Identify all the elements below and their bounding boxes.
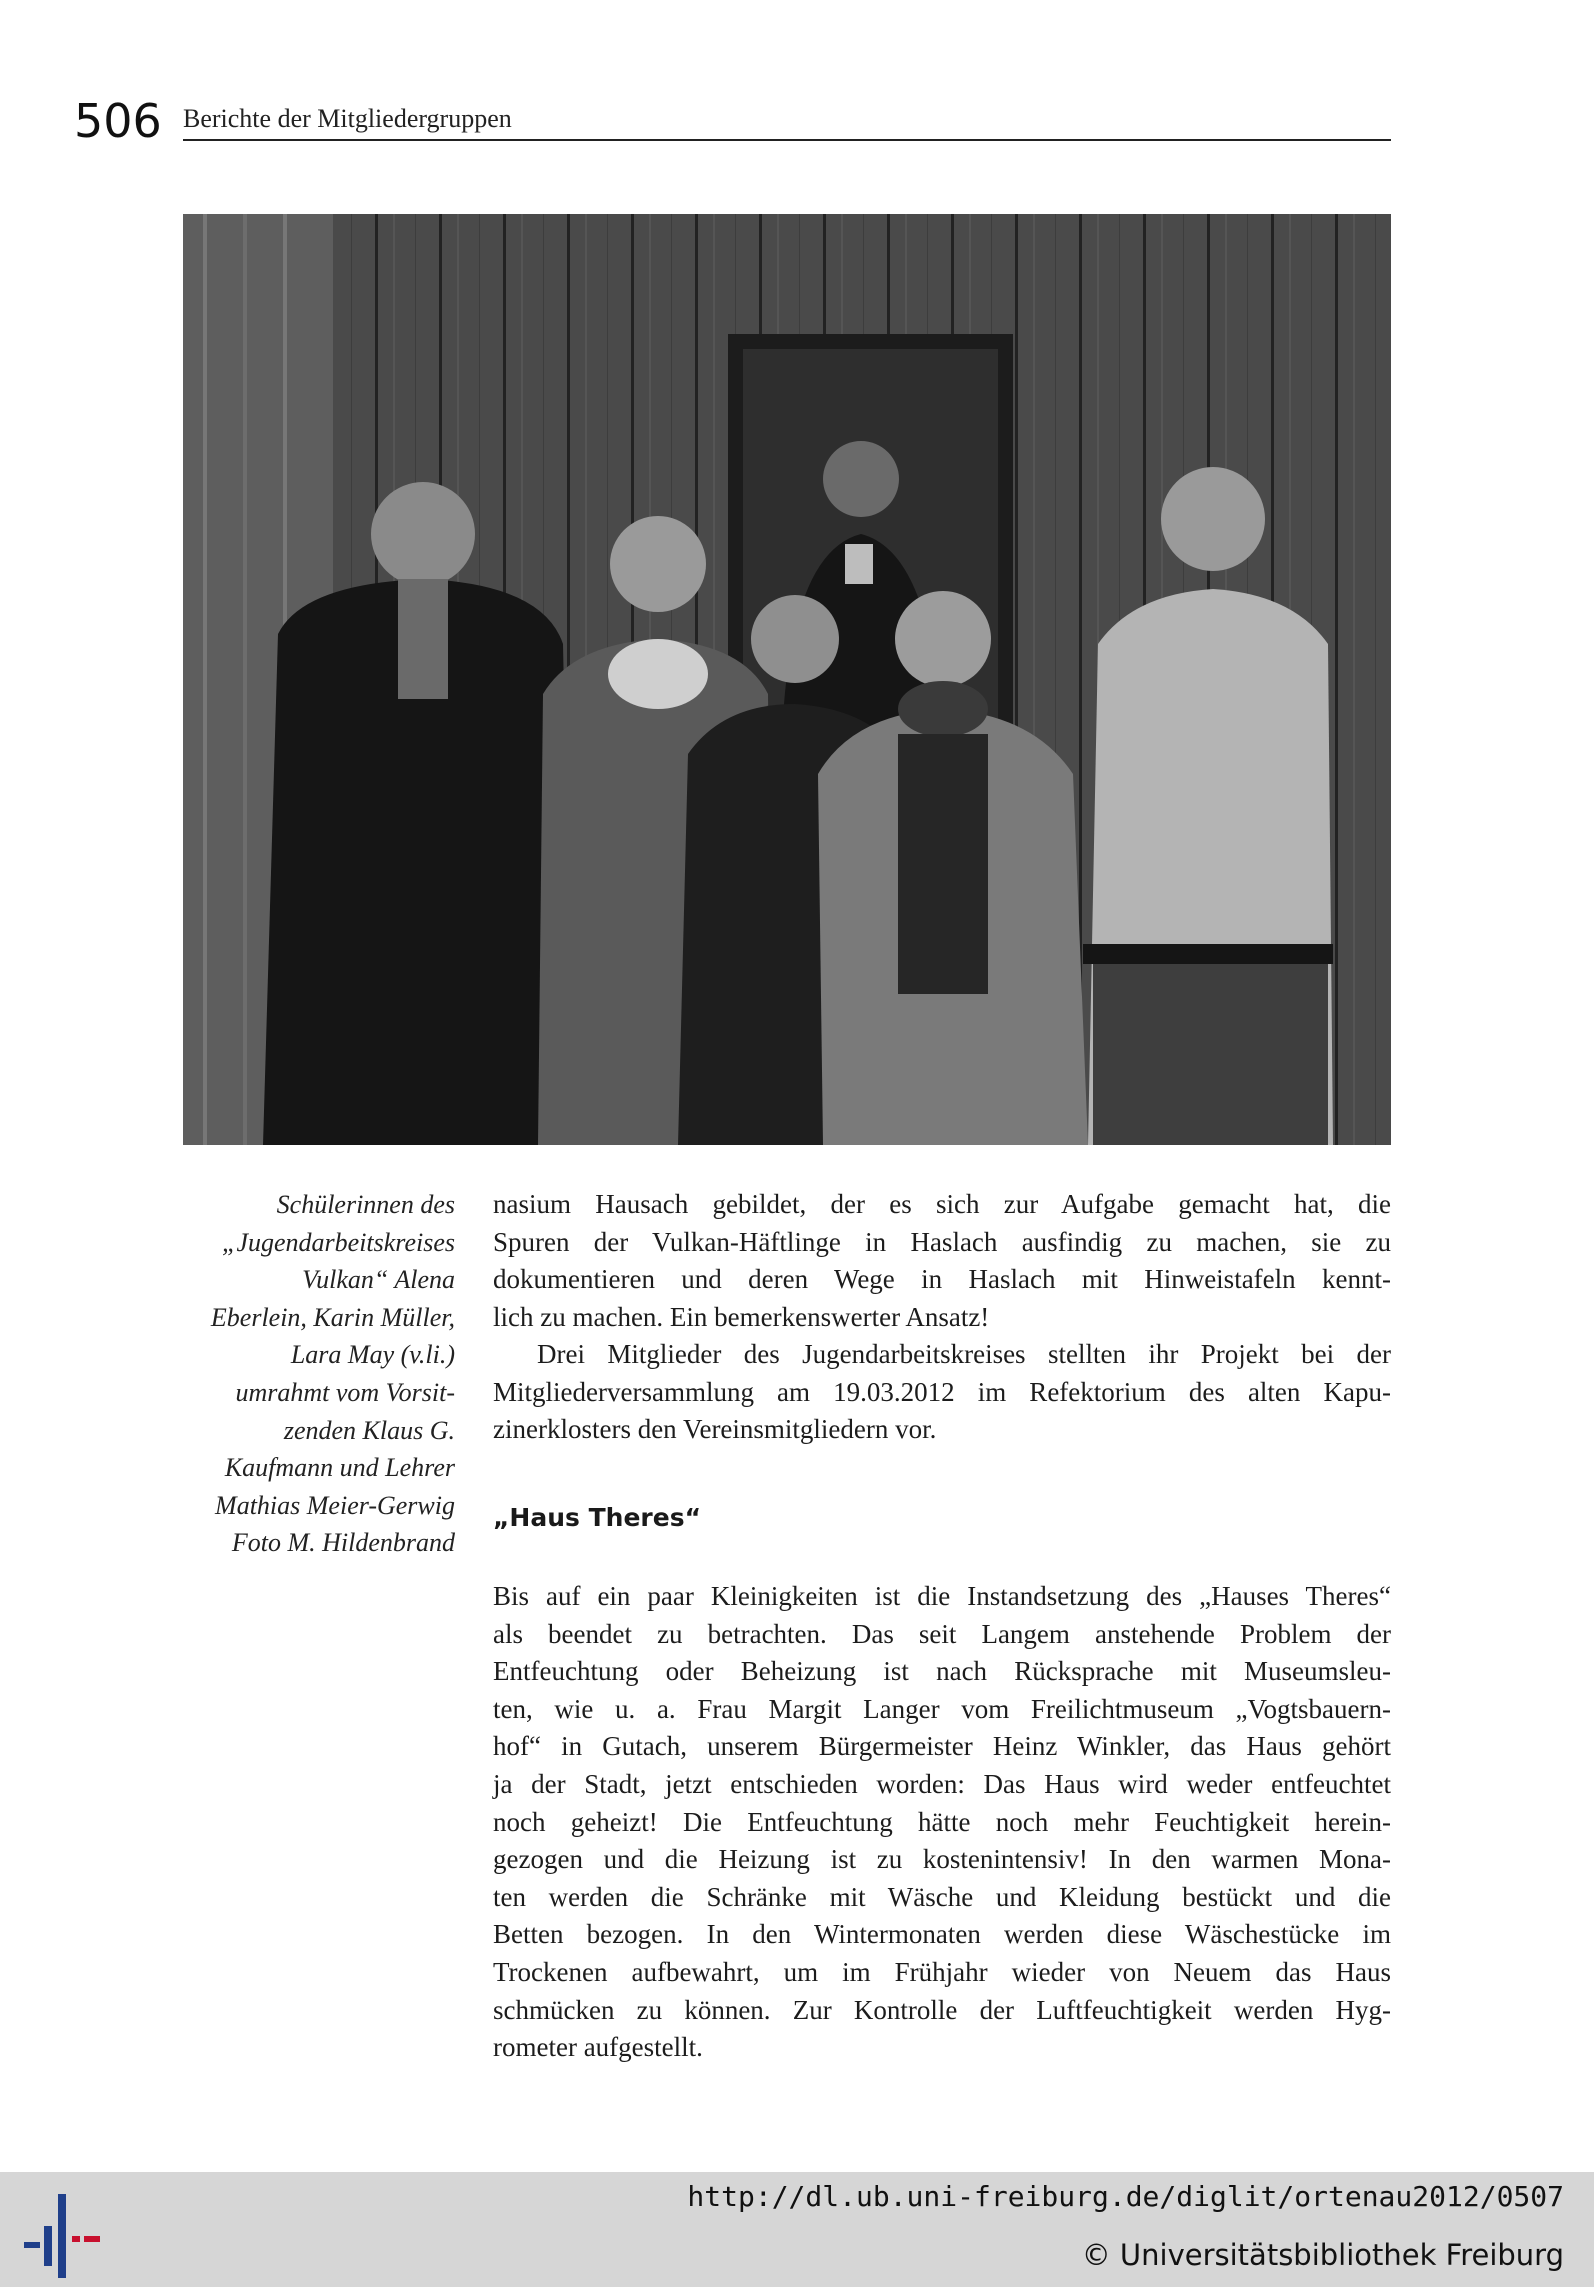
caption-line: Mathias Meier-Gerwig bbox=[215, 1490, 455, 1520]
text-line: nasium Hausach gebildet, der es sich zur Aufgabe gemacht hat, die bbox=[493, 1189, 1391, 1219]
library-logo-icon bbox=[22, 2190, 102, 2282]
caption-line: umrahmt vom Vorsit- bbox=[235, 1377, 455, 1407]
text-line: ten, wie u. a. Frau Margit Langer vom Freilichtmuseum „Vogtsbauern- bbox=[493, 1693, 1391, 1724]
text-line: zinerklosters den Vereinsmitgliedern vor. bbox=[493, 1414, 937, 1445]
text-line: ten werden die Schränke mit Wäsche und Kleidung bestückt und die bbox=[493, 1881, 1391, 1912]
body-paragraph-2 bbox=[493, 1336, 1391, 1449]
text-line: Spuren der Vulkan-Häftlinge in Haslach ausfindig zu machen, sie zu bbox=[493, 1226, 1391, 1257]
text-line: Bis auf ein paar Kleinigkeiten ist die Instandsetzung des „Hauses Theres“ bbox=[493, 1581, 1391, 1611]
caption-line: Foto M. Hildenbrand bbox=[231, 1528, 455, 1558]
text-line: Trockenen aufbewahrt, um im Frühjahr wieder von Neuem das Haus bbox=[493, 1956, 1391, 1987]
text-line: Entfeuchtung oder Beheizung ist nach Rücksprache mit Museumsleu- bbox=[493, 1656, 1391, 1687]
text-line: ja der Stadt, jetzt entschieden worden: Das Haus wird weder entfeuchtet bbox=[493, 1768, 1391, 1799]
body-paragraph-3 bbox=[493, 1578, 1391, 2067]
text-line: hof“ in Gutach, unserem Bürgermeister Heinz Winkler, das Haus gehört bbox=[493, 1731, 1391, 1762]
body-paragraph-1 bbox=[493, 1186, 1391, 1336]
text-line: Betten bezogen. In den Wintermonaten werden diese Wäschestücke im bbox=[493, 1919, 1391, 1950]
text-line: als beendet zu betrachten. Das seit Langem anstehende Problem der bbox=[493, 1618, 1391, 1649]
text-line: dokumentieren und deren Wege in Haslach mit Hinweistafeln kennt- bbox=[493, 1264, 1391, 1295]
text-line: lich zu machen. Ein bemerkenswerter Ansatz! bbox=[493, 1301, 990, 1332]
photo-caption bbox=[150, 1186, 455, 1562]
photo-group-portrait bbox=[183, 214, 1391, 1145]
text-line: rometer aufgestellt. bbox=[493, 2032, 703, 2063]
caption-line: Eberlein, Karin Müller, bbox=[210, 1302, 455, 1332]
footer-url[interactable]: http://dl.ub.uni-freiburg.de/diglit/ortenau2012/0507 bbox=[687, 2180, 1564, 2213]
running-head: Berichte der Mitgliedergruppen bbox=[183, 104, 512, 133]
caption-line: „Jugendarbeitskreises bbox=[222, 1227, 455, 1257]
caption-line: Kaufmann und Lehrer bbox=[224, 1453, 455, 1483]
text-line: noch geheizt! Die Entfeuchtung hätte noch mehr Feuchtigkeit herein- bbox=[493, 1806, 1391, 1837]
caption-line: Vulkan“ Alena bbox=[302, 1265, 455, 1295]
text-line: gezogen und die Heizung ist zu kostenintensiv! In den warmen Mona- bbox=[493, 1844, 1391, 1875]
header-rule bbox=[183, 139, 1391, 141]
footer-copyright: © Universitätsbibliothek Freiburg bbox=[1081, 2238, 1564, 2272]
text-line: Mitgliederversammlung am 19.03.2012 im Refektorium des alten Kapu- bbox=[493, 1376, 1391, 1407]
page-number: 506 bbox=[74, 94, 162, 148]
text-line: Drei Mitglieder des Jugendarbeitskreises stellten ihr Projekt bei der bbox=[537, 1339, 1391, 1369]
caption-line: zenden Klaus G. bbox=[283, 1415, 455, 1445]
caption-line: Schülerinnen des bbox=[276, 1190, 455, 1219]
text-line: schmücken zu können. Zur Kontrolle der Luftfeuchtigkeit werden Hyg- bbox=[493, 1994, 1391, 2025]
group-photo bbox=[183, 214, 1391, 1145]
section-heading: „Haus Theres“ bbox=[493, 1503, 702, 1532]
caption-line: Lara May (v.li.) bbox=[290, 1340, 455, 1370]
